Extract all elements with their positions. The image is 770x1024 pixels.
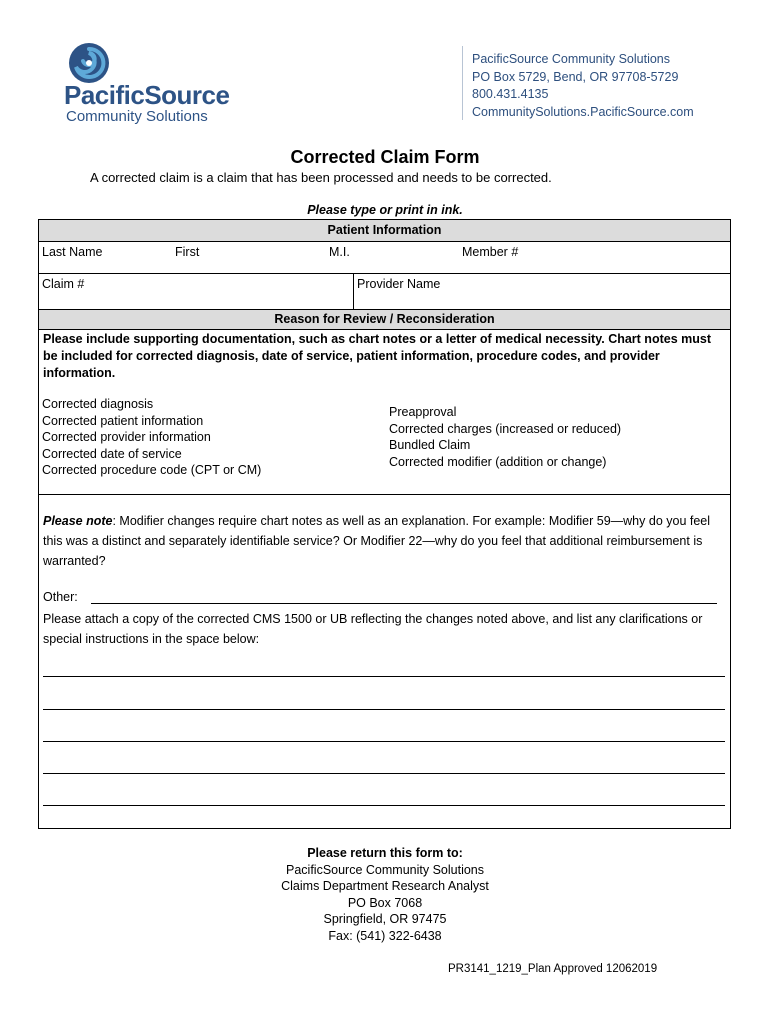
option-corrected-date-of-service[interactable]: Corrected date of service (42, 446, 182, 461)
column-divider (353, 273, 354, 309)
instructions-line[interactable] (43, 741, 725, 742)
form-code: PR3141_1219_Plan Approved 12062019 (448, 963, 658, 975)
option-corrected-diagnosis[interactable]: Corrected diagnosis (42, 397, 154, 411)
other-label: Other: (43, 590, 78, 604)
row-divider (39, 273, 730, 274)
instructions-line[interactable] (43, 773, 725, 774)
note-text: : Modifier changes require chart notes as well as an explanation. For example: Modifier 59—why do you feel this was a distinct and separately identifiable service? Or Modifier 22—why do you feel that additional reimbursement is warranted? (43, 514, 711, 568)
instructions-line[interactable] (43, 676, 725, 677)
middle-initial-field[interactable]: M.I. (329, 245, 350, 259)
instructions-line[interactable] (43, 709, 725, 710)
form-subtitle: A corrected claim is a claim that has been processed and needs to be corrected. (90, 170, 552, 185)
instructions-line[interactable] (43, 805, 725, 806)
return-address (0, 845, 770, 944)
return-heading: Please return this form to: (307, 846, 463, 860)
option-preapproval[interactable]: Preapproval (389, 405, 457, 419)
option-corrected-patient-info[interactable]: Corrected patient information (42, 413, 204, 428)
option-corrected-charges[interactable]: Corrected charges (increased or reduced) (389, 421, 622, 436)
reason-header: Reason for Review / Reconsideration (39, 310, 730, 330)
return-fax: Fax: (541) 322-6438 (328, 928, 442, 943)
member-number-field[interactable]: Member # (462, 245, 519, 259)
address-divider (462, 46, 463, 120)
logo-tagline: Community Solutions (66, 108, 208, 125)
note-label: Please note (43, 514, 113, 528)
claim-number-field[interactable]: Claim # (42, 277, 85, 291)
ink-instruction: Please type or print in ink. (307, 203, 463, 217)
section-divider (39, 494, 730, 495)
return-line: PO Box 7068 (347, 895, 423, 910)
documentation-instructions: Please include supporting documentation, such as chart notes or a letter of medical necessity. Chart notes must be included for corrected diagnosis, date of service, patient information, procedure codes, and provider information. (43, 332, 711, 380)
address-line: PO Box 5729, Bend, OR 97708-5729 (472, 69, 679, 84)
return-line: PacificSource Community Solutions (286, 862, 484, 877)
option-corrected-procedure-code[interactable]: Corrected procedure code (CPT or CM) (42, 463, 262, 477)
reason-options-left (42, 396, 261, 479)
claim-form-box (38, 219, 731, 829)
option-corrected-modifier[interactable]: Corrected modifier (addition or change) (389, 454, 607, 469)
patient-info-header: Patient Information (39, 220, 730, 242)
option-bundled-claim[interactable]: Bundled Claim (389, 438, 471, 452)
reason-options-right (389, 404, 621, 470)
address-line: PacificSource Community Solutions (472, 52, 670, 66)
company-address (472, 51, 694, 121)
address-website[interactable]: CommunitySolutions.PacificSource.com (472, 104, 694, 119)
attach-instructions: Please attach a copy of the corrected CMS 1500 or UB reflecting the changes noted above, and list any clarifications or special instructions in the space below: (43, 612, 703, 646)
logo-wordmark: PacificSource (64, 80, 230, 110)
return-line: Claims Department Research Analyst (281, 879, 489, 893)
return-line: Springfield, OR 97475 (323, 912, 447, 926)
other-underline[interactable] (91, 603, 717, 604)
form-title: Corrected Claim Form (290, 147, 480, 167)
address-phone: 800.431.4135 (472, 87, 549, 101)
provider-name-field[interactable]: Provider Name (357, 277, 441, 291)
modifier-note (43, 511, 723, 571)
first-name-field[interactable]: First (175, 245, 200, 259)
last-name-field[interactable]: Last Name (42, 245, 103, 259)
other-field[interactable] (43, 587, 723, 607)
option-corrected-provider-info[interactable]: Corrected provider information (42, 430, 211, 444)
